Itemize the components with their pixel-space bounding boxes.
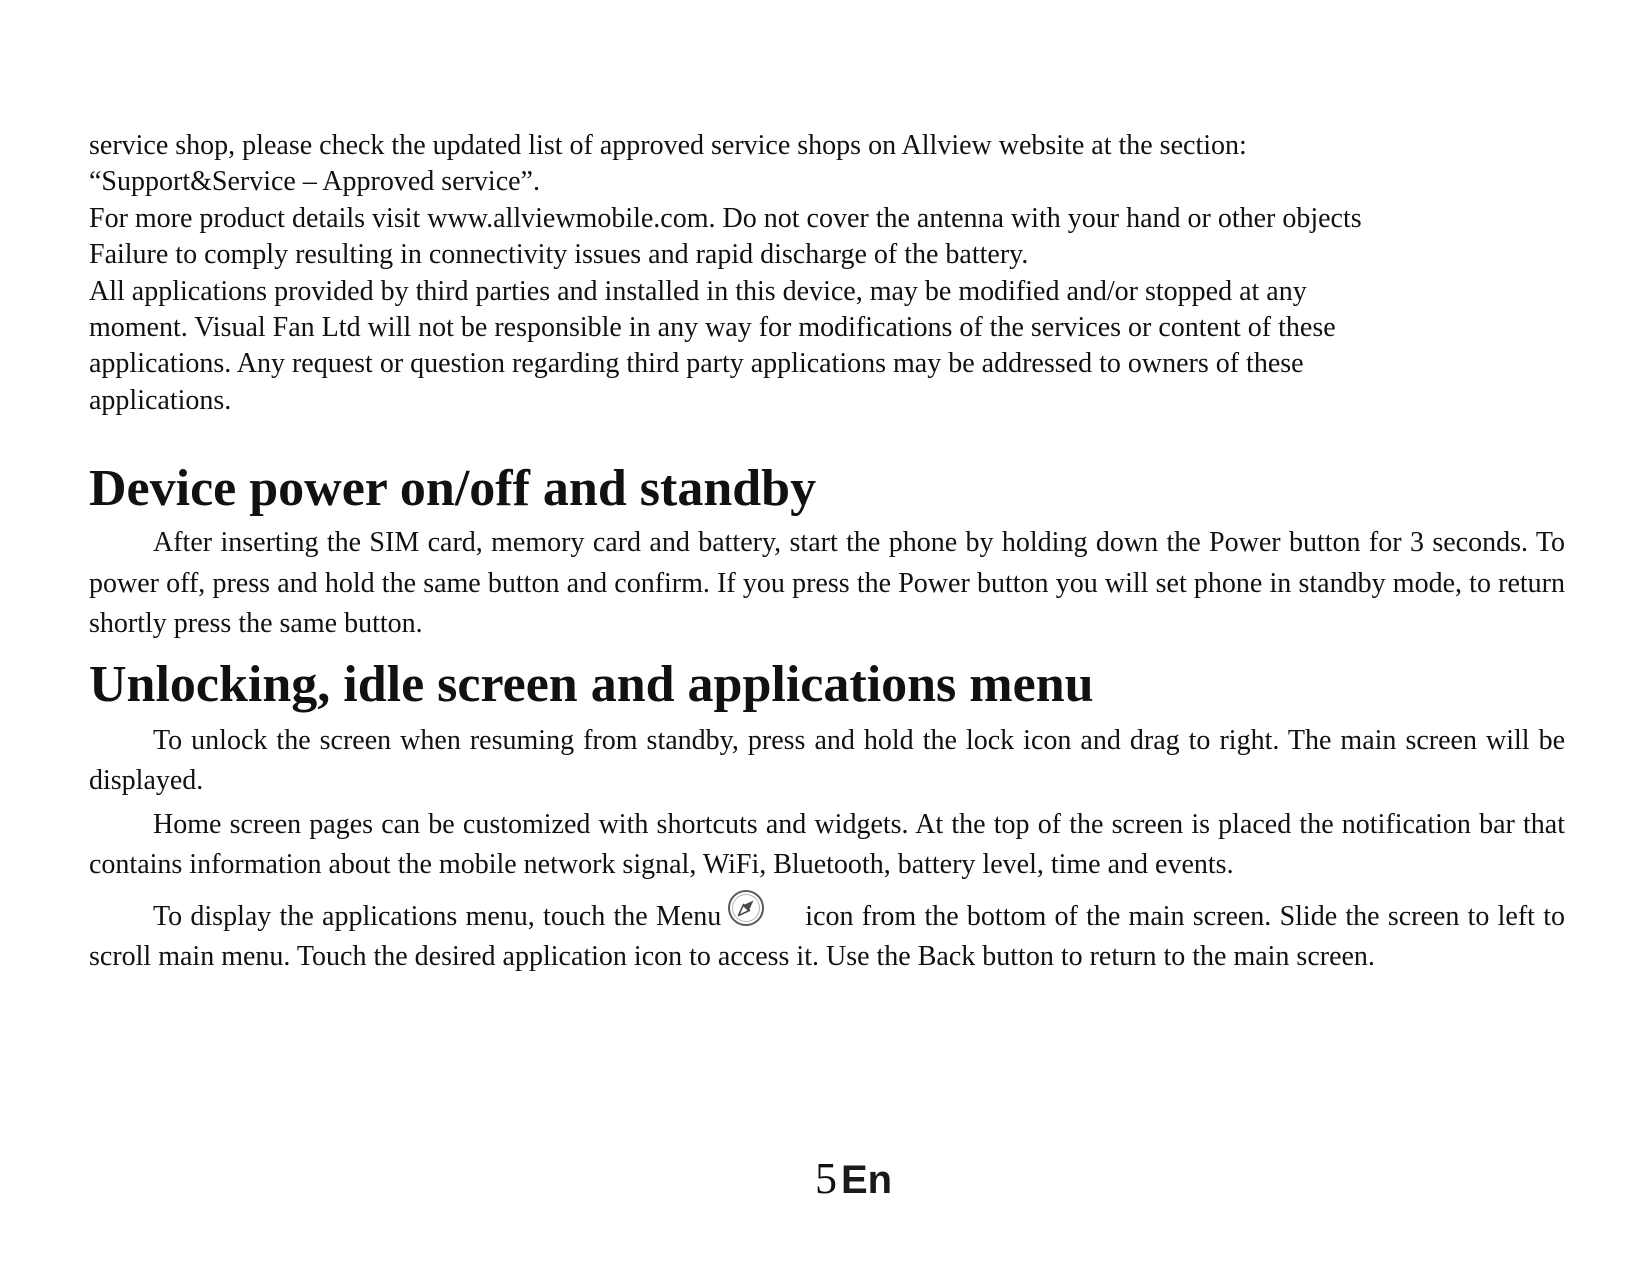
intro-line: For more product details visit www.allviewmobile.com. Do not cover the antenna with your hand or other objects	[89, 202, 1362, 234]
power-section-heading: Device power on/off and standby	[89, 460, 817, 518]
menu-paragraph-end: icon from the bottom of the main screen. Slide the screen to left to scroll main menu. Touch the desired application icon to access it. Use the Back button to return to the main screen.	[89, 900, 1565, 973]
unlock-paragraph: To unlock the screen when resuming from standby, press and hold the lock icon and drag to right. The main screen will be displayed.	[89, 724, 1565, 797]
menu-paragraph	[89, 889, 1565, 978]
intro-line: All applications provided by third parties and installed in this device, may be modified and/or stopped at any	[89, 275, 1307, 307]
menu-paragraph-start: To display the applications menu, touch the Menu	[153, 900, 722, 932]
page-number: 5	[815, 1154, 837, 1203]
intro-line: service shop, please check the updated list of approved service shops on Allview website at the section:	[89, 130, 1247, 161]
power-paragraph: After inserting the SIM card, memory card and battery, start the phone by holding down the Power button for 3 seconds. To power off, press and hold the same button and confirm. If you press the Power button you will set phone in standby mode, to return shortly press the same button.	[89, 527, 1565, 640]
compass-menu-icon	[727, 889, 765, 927]
manual-page	[89, 128, 1565, 978]
unlock-section-heading: Unlocking, idle screen and applications menu	[89, 655, 1094, 713]
intro-line: Failure to comply resulting in connectivity issues and rapid discharge of the battery.	[89, 239, 1029, 271]
page-footer	[815, 1153, 892, 1204]
intro-line: applications.	[89, 384, 232, 416]
intro-line: moment. Visual Fan Ltd will not be responsible in any way for modifications of the services or content of these	[89, 312, 1336, 344]
intro-text-block	[89, 128, 1565, 419]
language-code: En	[841, 1158, 893, 1202]
intro-line: applications. Any request or question regarding third party applications may be addressed to owners of these	[89, 348, 1304, 380]
home-screen-paragraph: Home screen pages can be customized with shortcuts and widgets. At the top of the screen is placed the notification bar that contains information about the mobile network signal, WiFi, Bluetooth, battery level, time and events.	[89, 808, 1565, 881]
intro-line: “Support&Service – Approved service”.	[89, 166, 540, 198]
